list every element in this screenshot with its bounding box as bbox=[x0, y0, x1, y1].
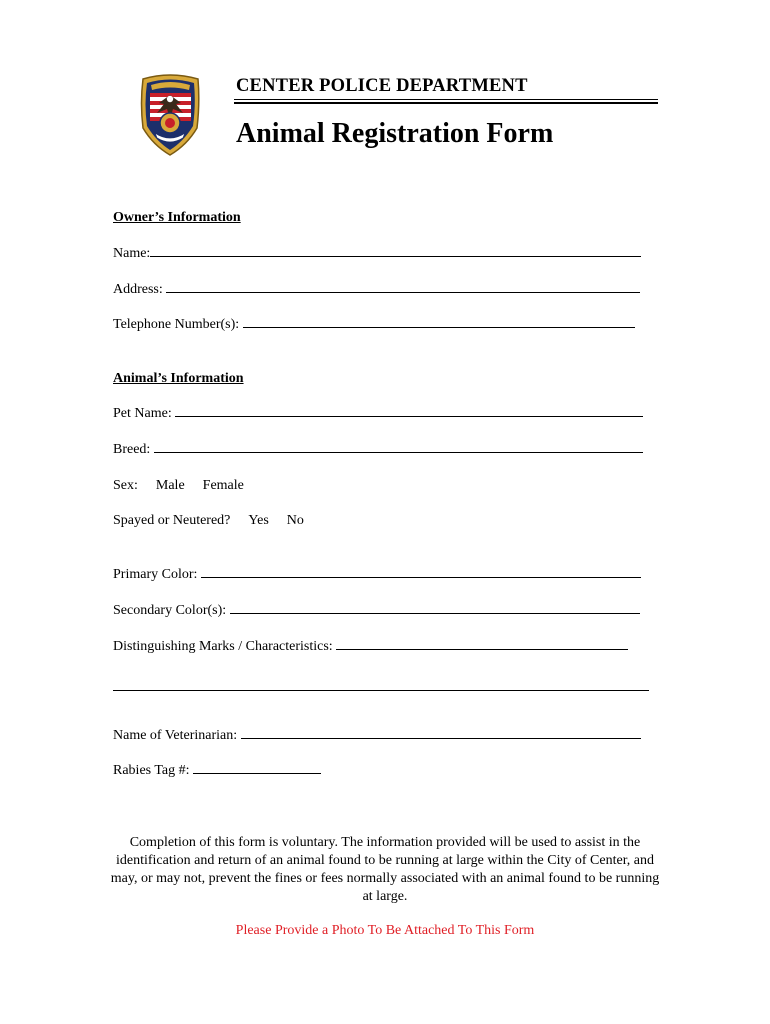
rabies-tag-field[interactable] bbox=[193, 762, 321, 774]
animal-section-heading: Animal’s Information bbox=[113, 371, 244, 386]
sex-row bbox=[113, 477, 244, 495]
pet-name-field[interactable] bbox=[175, 405, 643, 417]
rabies-tag-row bbox=[113, 762, 321, 780]
breed-row bbox=[113, 441, 643, 459]
marks-label: Distinguishing Marks / Characteristics: bbox=[113, 639, 333, 654]
pet-name-row bbox=[113, 405, 643, 423]
pet-name-label: Pet Name: bbox=[113, 406, 172, 421]
owner-address-label: Address: bbox=[113, 282, 163, 297]
owner-section-heading: Owner’s Information bbox=[113, 210, 241, 225]
breed-label: Breed: bbox=[113, 442, 151, 457]
voluntary-notice: Completion of this form is voluntary. The information provided will be used to assist in the identification and return of an animal found to be running at large within the City of Center, and may, or may not, prevent the fines or fees normally associated with an animal found to be running at large. bbox=[110, 835, 660, 904]
marks-row bbox=[113, 638, 628, 656]
veterinarian-row bbox=[113, 727, 641, 745]
owner-name-field[interactable] bbox=[150, 245, 641, 257]
spayed-option-no[interactable]: No bbox=[286, 513, 304, 528]
owner-phone-label: Telephone Number(s): bbox=[113, 317, 240, 332]
marks-field[interactable] bbox=[336, 638, 628, 650]
sex-option-female[interactable]: Female bbox=[202, 478, 244, 493]
spayed-option-yes[interactable]: Yes bbox=[248, 513, 269, 528]
secondary-color-field[interactable] bbox=[230, 602, 640, 614]
police-badge-logo bbox=[137, 73, 204, 157]
owner-phone-row bbox=[113, 316, 635, 334]
department-name: CENTER POLICE DEPARTMENT bbox=[236, 76, 528, 96]
rabies-tag-label: Rabies Tag #: bbox=[113, 763, 190, 778]
owner-address-field[interactable] bbox=[166, 281, 640, 293]
primary-color-label: Primary Color: bbox=[113, 567, 198, 582]
sex-label: Sex: bbox=[113, 478, 138, 493]
marks-continuation-field[interactable] bbox=[113, 690, 649, 691]
header-rule-thin bbox=[234, 99, 658, 100]
spayed-row bbox=[113, 512, 304, 530]
spayed-label: Spayed or Neutered? bbox=[113, 513, 231, 528]
veterinarian-field[interactable] bbox=[241, 727, 641, 739]
sex-option-male[interactable]: Male bbox=[155, 478, 185, 493]
owner-name-row bbox=[113, 245, 641, 263]
header-rule-thick bbox=[234, 102, 658, 104]
breed-field[interactable] bbox=[154, 441, 643, 453]
owner-phone-field[interactable] bbox=[243, 316, 635, 328]
form-title: Animal Registration Form bbox=[236, 118, 554, 149]
primary-color-field[interactable] bbox=[201, 566, 641, 578]
photo-request-note: Please Provide a Photo To Be Attached To This Form bbox=[235, 923, 535, 938]
secondary-color-label: Secondary Color(s): bbox=[113, 603, 227, 618]
police-badge-icon bbox=[137, 73, 204, 157]
secondary-color-row bbox=[113, 602, 640, 620]
veterinarian-label: Name of Veterinarian: bbox=[113, 728, 238, 743]
primary-color-row bbox=[113, 566, 641, 584]
owner-name-label: Name: bbox=[113, 246, 151, 261]
owner-address-row bbox=[113, 281, 640, 299]
